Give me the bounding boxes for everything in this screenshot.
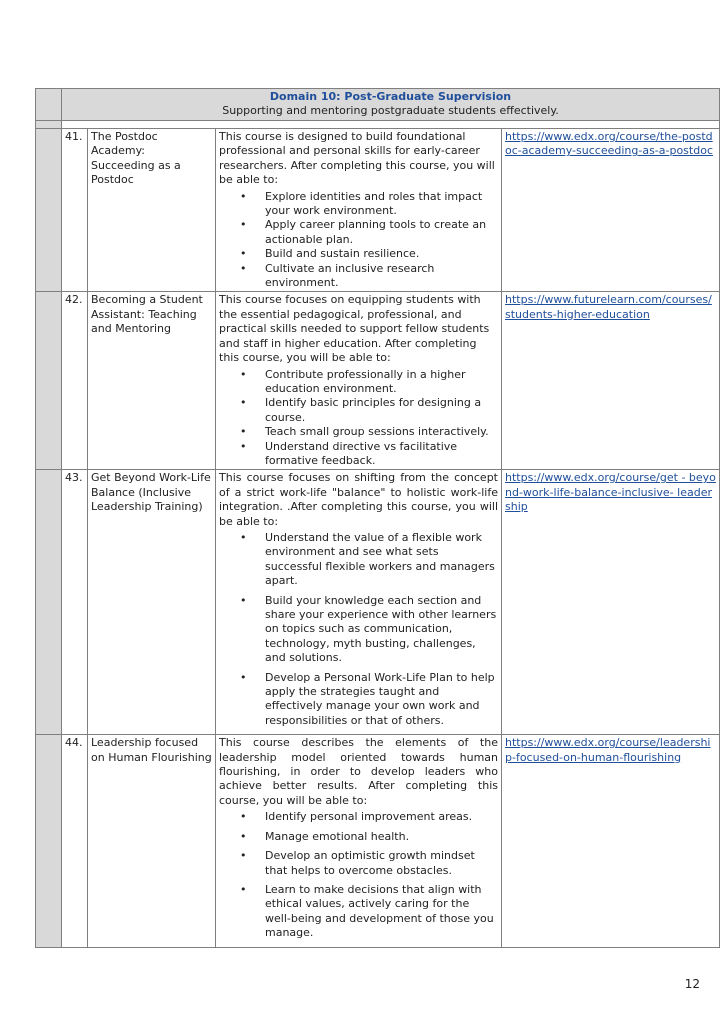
- learning-outcomes: [219, 810, 498, 940]
- domain-header: [62, 89, 720, 121]
- domain-header-row: [36, 89, 720, 121]
- domain-title: Domain 10: Post-Graduate Supervision: [269, 90, 512, 103]
- list-item: • Teach small group sessions interactively.: [265, 425, 498, 439]
- learning-outcomes: [219, 190, 498, 291]
- course-name: Leadership focused on Human Flourishing: [88, 735, 216, 947]
- list-item: • Apply career planning tools to create an actionable plan.: [265, 218, 498, 247]
- list-item: • Explore identities and roles that impact your work environment.: [265, 190, 498, 219]
- course-name: The Postdoc Academy: Succeeding as a Postdoc: [88, 129, 216, 292]
- course-description: [216, 470, 502, 735]
- course-link-cell: [502, 470, 720, 735]
- list-item: • Develop a Personal Work-Life Plan to help apply the strategies taught and effectively manage your own work and responsibilities or that of others.: [265, 671, 498, 729]
- course-intro: This course focuses on shifting from the concept of a strict work-life "balance" to holistic work-life integration. .After completing this course, you will be able to:: [219, 471, 498, 528]
- list-item: • Identify basic principles for designing a course.: [265, 396, 498, 425]
- course-intro: This course is designed to build foundational professional and personal skills for early-career researchers. After completing this course, you will be able to:: [219, 130, 495, 187]
- course-link[interactable]: https://www.edx.org/course/leadershi p-focused-on-human-flourishing: [505, 736, 711, 764]
- table-row: [36, 292, 720, 470]
- domain-subtitle: Supporting and mentoring postgraduate students effectively.: [222, 104, 559, 117]
- list-item: • Manage emotional health.: [265, 830, 498, 844]
- spacer-cell: [62, 121, 720, 129]
- course-link[interactable]: https://www.edx.org/course/get - beyond-work-life-balance-inclusive- leadership: [505, 471, 716, 514]
- course-description: [216, 292, 502, 470]
- course-name: Get Beyond Work-Life Balance (Inclusive Leadership Training): [88, 470, 216, 735]
- side-band-cell: [36, 292, 62, 470]
- learning-outcomes: [219, 368, 498, 469]
- table-row: [36, 129, 720, 292]
- course-intro: This course describes the elements of the leadership model oriented towards human flourishing, in order to develop leaders who achieve better results. After completing this course, you will be able to:: [219, 736, 498, 807]
- list-item: • Build and sustain resilience.: [265, 247, 498, 261]
- side-band-cell: [36, 470, 62, 735]
- list-item: • Cultivate an inclusive research environment.: [265, 262, 498, 291]
- course-description: [216, 129, 502, 292]
- table-row: [36, 470, 720, 735]
- course-description: [216, 735, 502, 947]
- list-item: • Build your knowledge each section and share your experience with other learners on topics such as communication, technology, myth busting, challenges, and solutions.: [265, 594, 498, 666]
- spacer-row: [36, 121, 720, 129]
- course-number: 44.: [62, 735, 88, 947]
- course-intro: This course focuses on equipping students with the essential pedagogical, professional, and practical skills needed to support fellow students and staff in higher education. After completing this course, you will be able to:: [219, 293, 490, 365]
- list-item: • Understand directive vs facilitative formative feedback.: [265, 440, 498, 469]
- list-item: • Develop an optimistic growth mindset that helps to overcome obstacles.: [265, 849, 498, 878]
- list-item: • Identify personal improvement areas.: [265, 810, 498, 824]
- course-link[interactable]: https://www.edx.org/course/the-postdoc-academy-succeeding-as-a-postdoc: [505, 130, 713, 158]
- learning-outcomes: [219, 531, 498, 728]
- course-table: [35, 88, 720, 948]
- side-band-cell: [36, 121, 62, 129]
- side-band-cell: [36, 129, 62, 292]
- course-name: Becoming a Student Assistant: Teaching and Mentoring: [88, 292, 216, 470]
- list-item: • Understand the value of a flexible work environment and see what sets successful flexible workers and managers apart.: [265, 531, 498, 589]
- course-link-cell: [502, 735, 720, 947]
- course-link-cell: [502, 129, 720, 292]
- side-band-cell: [36, 89, 62, 121]
- course-link-cell: [502, 292, 720, 470]
- page-number: 12: [684, 977, 700, 991]
- course-number: 43.: [62, 470, 88, 735]
- table-row: [36, 735, 720, 947]
- list-item: • Learn to make decisions that align with ethical values, actively caring for the well-being and development of those you manage.: [265, 883, 498, 941]
- list-item: • Contribute professionally in a higher education environment.: [265, 368, 498, 397]
- side-band-cell: [36, 735, 62, 947]
- course-number: 42.: [62, 292, 88, 470]
- course-number: 41.: [62, 129, 88, 292]
- course-link[interactable]: https://www.futurelearn.com/courses/students-higher-education: [505, 293, 712, 321]
